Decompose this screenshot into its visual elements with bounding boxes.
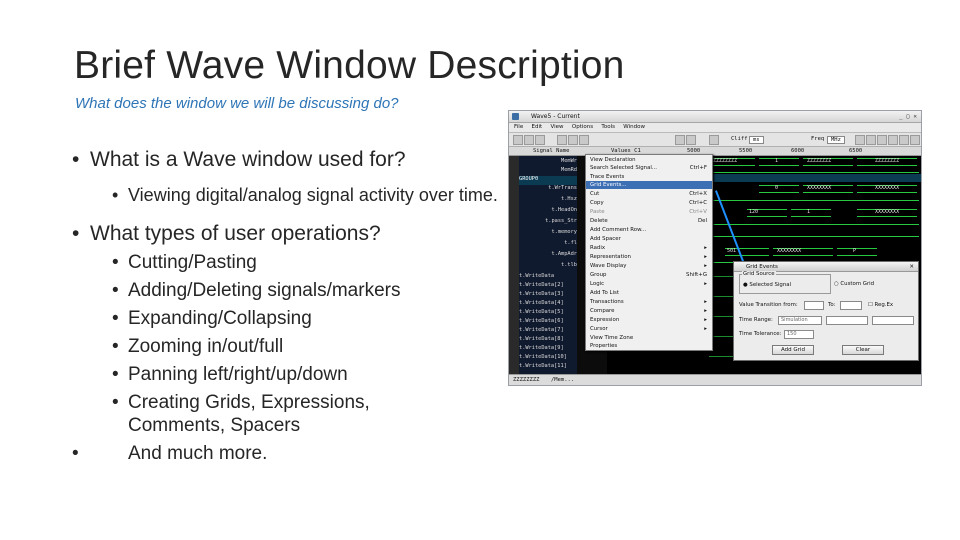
- add-grid-button[interactable]: Add Grid: [772, 345, 814, 355]
- to-label: To:: [828, 302, 836, 308]
- signal-row[interactable]: t.tlb: [561, 262, 577, 268]
- bullet-more: [72, 440, 502, 467]
- grid-source-label: Grid Source: [743, 271, 775, 277]
- bus-segment: [791, 209, 831, 217]
- bus-segment: [803, 158, 853, 166]
- menu-options[interactable]: Options: [571, 124, 594, 130]
- bus-segment: [709, 158, 755, 166]
- menu-item-paste[interactable]: Paste Ctrl+V: [590, 209, 707, 215]
- wave-window-screenshot: [508, 110, 922, 386]
- bullet-q2-item: • Cutting/Pasting: [72, 251, 502, 274]
- toolbar-button-icon[interactable]: [866, 135, 876, 145]
- window-title: Wave5 - Current: [531, 113, 580, 120]
- signal-row[interactable]: t.WriteData[9]: [519, 345, 564, 351]
- menu-item-compare[interactable]: Compare ▸: [590, 308, 707, 314]
- menu-item-cursor[interactable]: Cursor ▸: [590, 326, 707, 332]
- time-tick: 6500: [849, 148, 863, 154]
- bus-value: XXXXXXXX: [777, 248, 802, 254]
- signal-row[interactable]: t.HeadOn: [551, 207, 577, 213]
- toolbar-button-icon[interactable]: [513, 135, 523, 145]
- regex-label: Reg.Ex: [874, 302, 894, 308]
- bullet-q2-item: • Expanding/Collapsing: [72, 307, 502, 330]
- signal-row[interactable]: t.WriteData[7]: [519, 327, 564, 333]
- toolbar-freq-select[interactable]: MHz: [827, 136, 845, 144]
- signal-row[interactable]: t.WriteData[10]: [519, 354, 567, 360]
- menu-item-expression[interactable]: Expression ▸: [590, 317, 707, 323]
- slide-title: Brief Wave Window Description: [74, 44, 625, 87]
- menu-item-wave-display[interactable]: Wave Display ▸: [590, 263, 707, 269]
- signal-row[interactable]: t.AmpAdr: [551, 251, 577, 257]
- col-values[interactable]: Values C1: [611, 148, 641, 154]
- toolbar-button-icon[interactable]: [579, 135, 589, 145]
- bullet-more-label: And much more.: [128, 443, 268, 464]
- bus-segment: [857, 185, 917, 193]
- time-tick: 6000: [791, 148, 805, 154]
- signal-row[interactable]: t.WriteData[6]: [519, 318, 564, 324]
- signal-trace: [709, 200, 919, 201]
- col-signal-name[interactable]: Signal Name: [533, 148, 570, 154]
- toolbar-button-icon[interactable]: [535, 135, 545, 145]
- bus-value: ZZZZZZZZ: [713, 158, 738, 164]
- signal-row[interactable]: t.WriteData[4]: [519, 300, 564, 306]
- radio-selected-signal[interactable]: ● Selected Signal: [743, 282, 792, 288]
- toolbar-button-icon[interactable]: [686, 135, 696, 145]
- bus-value: 1: [807, 209, 811, 215]
- toolbar-button-icon[interactable]: [709, 135, 719, 145]
- menu-tools[interactable]: Tools: [601, 124, 615, 130]
- column-header: [509, 147, 921, 156]
- bus-value: 120: [749, 209, 759, 215]
- dialog-close-icon[interactable]: ✕: [909, 264, 914, 270]
- menu-item-copy[interactable]: Copy Ctrl+C: [590, 200, 707, 206]
- bus-value: ZZZZZZZZ: [807, 158, 832, 164]
- menu-item-add-comment[interactable]: Add Comment Row...: [590, 227, 647, 233]
- time-tick: 5500: [739, 148, 753, 154]
- bus-segment: [837, 248, 877, 256]
- clear-button[interactable]: Clear: [842, 345, 884, 355]
- transition-from-select[interactable]: [804, 301, 824, 310]
- signal-row[interactable]: t.WriteData[11]: [519, 363, 567, 369]
- window-titlebar: [509, 111, 921, 123]
- menu-item-delete[interactable]: Delete Del: [590, 218, 707, 224]
- bus-value: XXXXXXXX: [807, 185, 832, 191]
- grid-source-group: [739, 271, 831, 294]
- bullet-q2-item: • Panning left/right/up/down: [72, 363, 502, 386]
- time-tolerance-label: Time Tolerance:: [739, 331, 782, 337]
- bullet-q2-item: • Adding/Deleting signals/markers: [72, 279, 502, 302]
- menu-item-logic[interactable]: Logic ▸: [590, 281, 707, 287]
- context-menu: [585, 154, 713, 351]
- bus-segment: [725, 248, 769, 256]
- signal-row[interactable]: t.fl: [564, 240, 577, 246]
- time-tick: 5000: [687, 148, 701, 154]
- grid-events-dialog: [733, 261, 919, 361]
- bus-segment: [773, 248, 833, 256]
- time-range-end[interactable]: [872, 316, 914, 325]
- signal-row[interactable]: MemWr: [561, 158, 577, 164]
- menu-item-add-spacer[interactable]: Add Spacer: [590, 236, 621, 242]
- bus-value: 501: [727, 248, 737, 254]
- menu-item-add-to-list[interactable]: Add To List: [590, 290, 619, 296]
- menubar: [509, 123, 921, 133]
- toolbar-button-icon[interactable]: [910, 135, 920, 145]
- bus-segment: [803, 185, 853, 193]
- bus-segment: [857, 209, 917, 217]
- signal-name-pane: [519, 156, 577, 374]
- menu-file[interactable]: File: [514, 124, 524, 130]
- menu-item-transactions[interactable]: Transactions ▸: [590, 299, 707, 305]
- signal-row[interactable]: t.WriteData[5]: [519, 309, 564, 315]
- value-transition-label: Value Transition from:: [739, 302, 798, 308]
- bus-segment: [857, 158, 917, 166]
- bus-value: 1: [775, 158, 779, 164]
- signal-group-row[interactable]: GROUP0: [519, 176, 577, 185]
- toolbar-button-icon[interactable]: [855, 135, 865, 145]
- bullet-list: [72, 146, 502, 467]
- signal-row[interactable]: t.WriteData: [519, 273, 555, 279]
- signal-row[interactable]: t.pass_Str: [545, 218, 577, 224]
- menu-item-cut[interactable]: Cut Ctrl+X: [590, 191, 707, 197]
- signal-row[interactable]: t.memory: [551, 229, 577, 235]
- toolbar-button-icon[interactable]: [557, 135, 567, 145]
- menu-view[interactable]: View: [550, 124, 564, 130]
- time-range-select[interactable]: Simulation: [778, 316, 822, 325]
- radio-selected-signal-label: Selected Signal: [749, 282, 792, 288]
- toolbar-unit-select[interactable]: ms: [749, 136, 764, 144]
- regex-checkbox[interactable]: ☐ Reg.Ex: [868, 302, 894, 308]
- window-controls-icon[interactable]: _ ▢ ✕: [898, 113, 917, 120]
- signal-row[interactable]: t.WriteData[2]: [519, 282, 564, 288]
- toolbar-button-icon[interactable]: [888, 135, 898, 145]
- toolbar-button-icon[interactable]: [524, 135, 534, 145]
- bus-value: XXXXXXXX: [875, 209, 900, 215]
- slide-subtitle: What does the window we will be discussing do?: [75, 95, 399, 112]
- signal-trace: [709, 172, 919, 173]
- bullet-q2-item: • Creating Grids, Expressions, Comments, Spacers: [72, 391, 428, 437]
- menu-item-trace-events[interactable]: Trace Events: [590, 174, 625, 180]
- menu-item-radix[interactable]: Radix ▸: [590, 245, 707, 251]
- signal-row[interactable]: t.WriteData[3]: [519, 291, 564, 297]
- bullet-q2-item: • Zooming in/out/full: [72, 335, 502, 358]
- signal-row[interactable]: t.WriteData[8]: [519, 336, 564, 342]
- toolbar-button-icon[interactable]: [675, 135, 685, 145]
- status-value: ZZZZZZZZ: [513, 377, 540, 383]
- transition-to-select[interactable]: [840, 301, 862, 310]
- signal-row[interactable]: t.WrTrans: [548, 185, 577, 191]
- bus-segment: [759, 185, 799, 193]
- status-signal: /Mem...: [551, 377, 575, 383]
- menu-window[interactable]: Window: [623, 124, 645, 130]
- bus-value: 0: [775, 185, 779, 191]
- time-tolerance-input[interactable]: 150: [784, 330, 814, 339]
- radio-custom-grid[interactable]: ○ Custom Grid: [834, 281, 875, 287]
- menu-item-search-selected[interactable]: Search Selected Signal... Ctrl+F: [590, 165, 707, 171]
- time-range-start[interactable]: [826, 316, 868, 325]
- signal-row[interactable]: t.Hsz: [561, 196, 577, 202]
- menu-item-properties[interactable]: Properties: [590, 343, 618, 349]
- bullet-q2: • What types of user operations?: [72, 220, 502, 247]
- bus-segment: [759, 158, 799, 166]
- app-logo-icon: [512, 113, 519, 120]
- menu-item-view-declaration[interactable]: View Declaration: [590, 157, 636, 163]
- bullet-q1: • What is a Wave window used for?: [72, 146, 502, 173]
- toolbar: [509, 133, 921, 147]
- status-bar: [509, 374, 921, 386]
- bus-segment: [747, 209, 787, 217]
- radio-custom-grid-label: Custom Grid: [840, 281, 875, 287]
- bus-value: P: [853, 248, 857, 254]
- bus-value: ZZZZZZZZ: [875, 158, 900, 164]
- menu-item-grid-events[interactable]: Grid Events...: [586, 181, 712, 189]
- toolbar-cliff-label: Cliff: [731, 136, 748, 142]
- toolbar-freq-label: Freq: [811, 136, 825, 142]
- menu-item-view-time-zone[interactable]: View Time Zone: [590, 335, 634, 341]
- toolbar-button-icon[interactable]: [899, 135, 909, 145]
- dialog-title: Grid Events: [746, 264, 778, 270]
- toolbar-button-icon[interactable]: [877, 135, 887, 145]
- signal-row[interactable]: MemRd: [561, 167, 577, 173]
- menu-edit[interactable]: Edit: [531, 124, 543, 130]
- bus-value: XXXXXXXX: [875, 185, 900, 191]
- signal-trace: [709, 236, 919, 237]
- bullet-q1-sub: • Viewing digital/analog signal activity over time.: [72, 185, 502, 206]
- menu-item-group[interactable]: Group Shift+G: [590, 272, 707, 278]
- time-range-label: Time Range:: [739, 317, 773, 323]
- left-gutter: [509, 156, 519, 374]
- menu-item-representation[interactable]: Representation ▸: [590, 254, 707, 260]
- toolbar-button-icon[interactable]: [568, 135, 578, 145]
- signal-trace: [709, 224, 919, 225]
